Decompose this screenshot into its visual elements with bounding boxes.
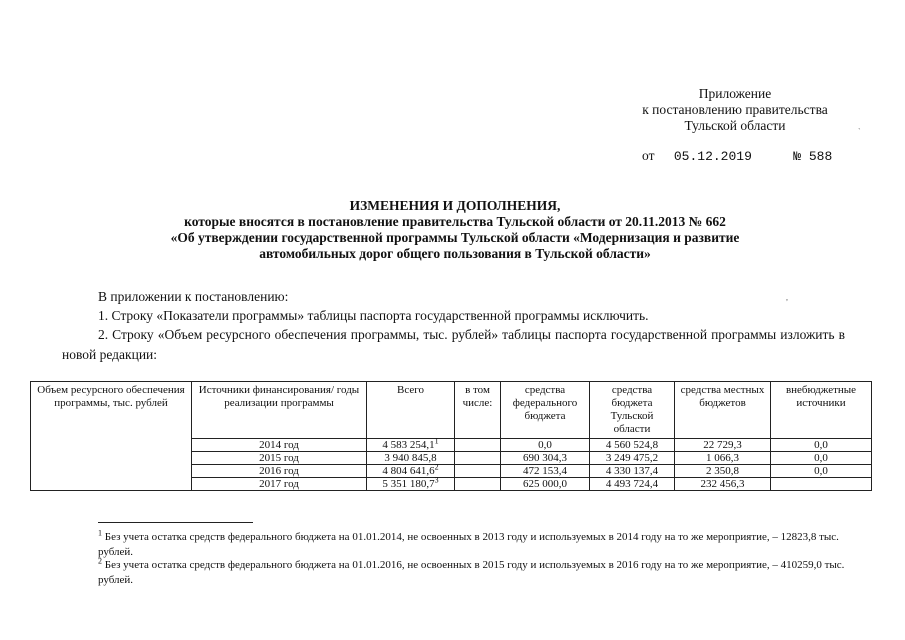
cell-local: 232 456,3 [675,478,771,491]
appendix-line-2: к постановлению правительства [642,102,828,117]
cell-including [455,478,501,491]
cell-local: 22 729,3 [675,439,771,452]
decree-from-label: от [642,148,655,163]
financing-table [30,381,872,491]
cell-regional: 4 493 724,4 [590,478,675,491]
footnote-ref: 3 [434,475,439,485]
cell-including [455,465,501,478]
footnote-1 [98,530,848,560]
cell-regional: 4 560 524,8 [590,439,675,452]
cell-regional: 3 249 475,2 [590,452,675,465]
scan-mark: , [786,293,788,302]
cell-year: 2016 год [192,465,367,478]
cell-extra: 0,0 [771,439,872,452]
cell-total: 5 351 180,7$^3$ [367,478,455,491]
cell-regional: 4 330 137,4 [590,465,675,478]
cell-year: 2017 год [192,478,367,491]
footnote-text: Без учета остатка средств федерального бюджета на 01.01.2016, не освоенных в 2015 году и используемых в 2016 году на то же мероприятие, – 410259,0 тыс. рублей. [98,559,845,586]
document-title [60,198,850,262]
appendix-header [620,86,850,134]
footnote-divider [98,522,253,523]
cell-year: 2015 год [192,452,367,465]
title-line-1: ИЗМЕНЕНИЯ И ДОПОЛНЕНИЯ, [349,198,561,213]
cell-total: 4 583 254,1$^1$ [367,439,455,452]
cell-federal: 472 153,4 [501,465,590,478]
footnote-2 [98,558,848,588]
footnote-ref: 2 [434,462,439,472]
cell-including [455,452,501,465]
footnote-mark: 1 [98,528,102,538]
cell-federal: 690 304,3 [501,452,590,465]
scan-mark: ` [858,127,861,136]
paragraph-item-1: 1. Строку «Показатели программы» таблицы паспорта государственной программы исключить. [98,308,649,323]
cell-federal: 625 000,0 [501,478,590,491]
cell-extra [771,478,872,491]
cell-total: 3 940 845,8 [367,452,455,465]
footnote-ref: 1 [434,436,439,446]
empty-cell [31,439,192,491]
header-extrabudgetary: внебюджетные источники [771,382,872,439]
paragraph-item-2: 2. Строку «Объем ресурсного обеспечения программы, тыс. рублей» таблицы паспорта государственной программы изложить в новой редакции: [62,327,845,362]
cell-extra: 0,0 [771,465,872,478]
decree-number: № 588 [793,149,833,164]
header-local: средства местных бюджетов [675,382,771,439]
footnote-text: Без учета остатка средств федерального бюджета на 01.01.2014, не освоенных в 2013 году и используемых в 2014 году на то же мероприятие, – 12823,8 тыс. рублей. [98,531,839,558]
header-sources: Источники финансирования/ годы реализации программы [192,382,367,439]
cell-extra: 0,0 [771,452,872,465]
cell-local: 2 350,8 [675,465,771,478]
header-including: в том числе: [455,382,501,439]
title-line-4: автомобильных дорог общего пользования в Тульской области» [259,246,651,261]
cell-local: 1 066,3 [675,452,771,465]
cell-year: 2014 год [192,439,367,452]
appendix-line-3: Тульской области [684,118,786,133]
header-resource-volume: Объем ресурсного обеспечения программы, тыс. рублей [31,382,192,439]
decree-date: 05.12.2019 [673,149,752,164]
header-regional: средства бюджета Тульской области [590,382,675,439]
paragraph-intro: В приложении к постановлению: [98,289,289,304]
header-federal: средства федерального бюджета [501,382,590,439]
appendix-line-1: Приложение [698,86,772,101]
title-line-2: которые вносятся в постановление правительства Тульской области от 20.11.2013 № 662 [184,214,726,229]
footnote-mark: 2 [98,556,102,566]
table-header-row [31,382,872,439]
decree-date-number [642,148,832,164]
header-total: Всего [367,382,455,439]
cell-federal: 0,0 [501,439,590,452]
cell-total: 4 804 641,6$^2$ [367,465,455,478]
cell-including [455,439,501,452]
table-row [31,439,872,452]
title-line-3: «Об утверждении государственной программы Тульской области «Модернизация и развитие [170,230,740,245]
